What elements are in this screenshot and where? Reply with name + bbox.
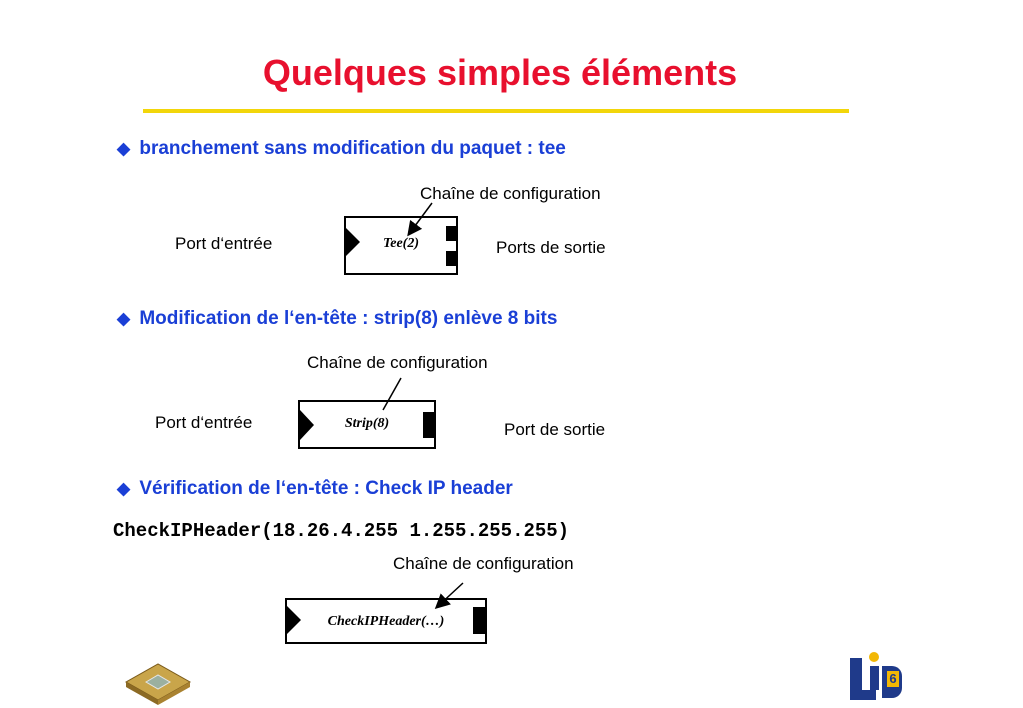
config-arrow-tee <box>409 203 432 234</box>
diamond-icon: ◆ <box>117 479 131 498</box>
slide-title: Quelques simples éléments <box>262 52 738 93</box>
config-label: Chaîne de configuration <box>307 353 488 372</box>
element-name: Tee(2) <box>382 236 420 251</box>
input-port-label: Port d‘entrée <box>175 234 273 253</box>
config-arrow-checkip <box>437 583 463 607</box>
heading-text: Modification de l‘en-tête : strip(8) enlève 8 bits <box>139 308 558 329</box>
output-ports-label: Ports de sortie <box>496 238 606 257</box>
config-arrow-strip <box>383 378 401 410</box>
config-label: Chaîne de configuration <box>393 554 574 573</box>
config-label: Chaîne de configuration <box>420 184 601 203</box>
cpu-chip-icon <box>118 656 196 708</box>
config-code-line: CheckIPHeader(18.26.4.255 1.255.255.255) <box>113 520 570 542</box>
element-name: Strip(8) <box>344 416 390 431</box>
diamond-icon: ◆ <box>117 139 131 158</box>
input-port-label: Port d‘entrée <box>155 413 253 432</box>
output-port-label: Port de sortie <box>504 420 606 439</box>
lip6-logo: 6 <box>840 646 908 704</box>
element-name: CheckIPHeader(…) <box>327 614 445 629</box>
heading-text: branchement sans modification du paquet : tee <box>139 138 566 159</box>
diamond-icon: ◆ <box>117 309 131 328</box>
heading-text: Vérification de l‘en-tête : Check IP header <box>139 478 513 499</box>
